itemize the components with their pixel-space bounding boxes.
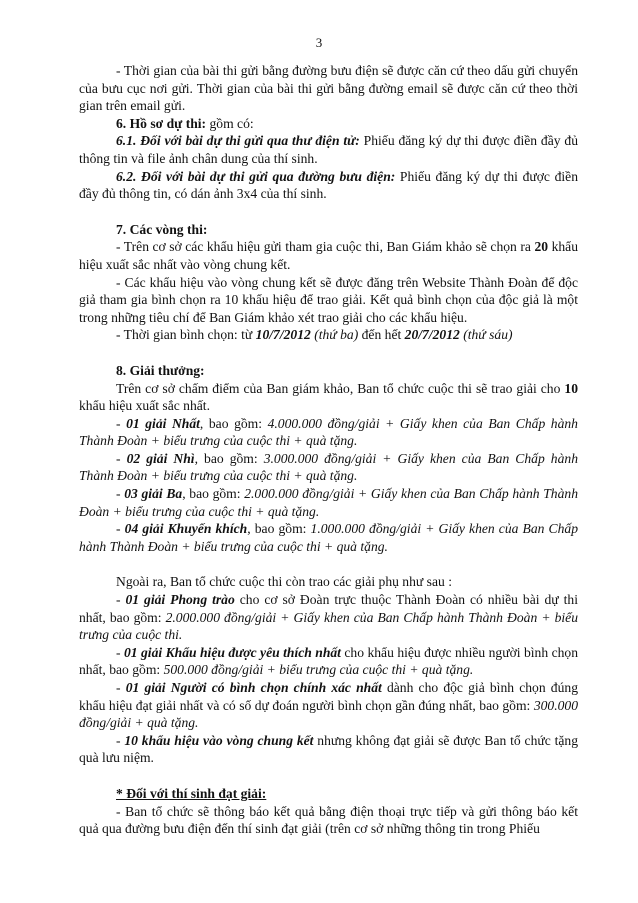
section-6-2-text: Phiếu đăng ký dự thi được điền đầy đủ thông tin, có dán ảnh 3x4 của thí sinh.: [79, 168, 579, 202]
extra-prizes-intro: Ngoài ra, Ban tổ chức cuộc thi còn trao các giải phụ như sau :: [116, 574, 452, 590]
section-6-heading: [79, 115, 578, 133]
prize-item: - 04 giải Khuyến khích, bao gồm: 1.000.000 đồng/giải + Giấy khen của Ban Chấp hành Thành Đoàn + biểu trưng của cuộc thi + quà tặng.: [79, 521, 579, 554]
extra-prize-name: 10 khẩu hiệu vào vòng chung kết: [124, 732, 314, 748]
section-8-intro-count: 10: [564, 380, 578, 396]
prize-detail: 3.000.000 đồng/giải + Giấy khen của Ban Chấp hành Thành Đoàn + biểu trưng của cuộc thi + quà tặng.: [79, 450, 578, 484]
prize-item: - 02 giải Nhì, bao gồm: 3.000.000 đồng/giải + Giấy khen của Ban Chấp hành Thành Đoàn + biểu trưng của cuộc thi + quà tặng.: [79, 450, 578, 484]
prize-item: - 01 giải Nhất, bao gồm: 4.000.000 đồng/giải + Giấy khen của Ban Chấp hành Thành Đoàn + biểu trưng của cuộc thi + quà tặng.: [79, 415, 578, 449]
vote-start-day: (thứ ba): [310, 327, 359, 343]
prize-name: 01 giải Nhất: [126, 415, 200, 431]
prize-name: 03 giải Ba: [124, 486, 183, 502]
vote-time-label: - Thời gian bình chọn: từ: [116, 327, 256, 343]
section-7-p1-text: - Trên cơ sở các khẩu hiệu gửi tham gia cuộc thi, Ban Giám khảo sẽ chọn ra: [116, 239, 535, 255]
extra-prize-detail: 500.000 đồng/giải + biểu trưng của cuộc thi + quà tặng.: [163, 662, 474, 678]
section-7-paragraph-1: [79, 238, 578, 273]
extra-prize-name: 01 giải Phong trào: [125, 592, 235, 608]
section-8-title: 8. Giải thưởng:: [116, 362, 205, 378]
vote-end-date: 20/7/2012: [404, 327, 460, 343]
section-7-paragraph-3: [79, 326, 578, 344]
winners-paragraph: - Ban tổ chức sẽ thông báo kết quả bằng điện thoại trực tiếp và gửi thông báo kết quả qua đường bưu điện đến thí sinh đạt giải (trên cơ sở những thông tin trong Phiếu: [79, 803, 578, 837]
vote-until-text: đến hết: [358, 327, 405, 343]
paragraph-submission-time: - Thời gian của bài thi gửi bằng đường bưu điện sẽ được căn cứ theo dấu gửi chuyển của bưu cục nơi gửi. Thời gian của bài thi gửi bằng đường email sẽ được căn cứ theo thời gian trên email gửi.: [79, 63, 578, 114]
section-7-title: 7. Các vòng thi:: [116, 221, 208, 237]
extra-prize-item: - 10 khẩu hiệu vào vòng chung kết nhưng không đạt giải sẽ được Ban tổ chức tặng quà lưu niệm.: [79, 732, 578, 766]
extra-prize-name: 01 giải Người có bình chọn chính xác nhất: [125, 680, 382, 695]
section-8-intro: [79, 380, 578, 415]
page-number: 3: [315, 35, 323, 50]
prize-detail: 2.000.000 đồng/giải + Giấy khen của Ban Chấp hành Thành Đoàn + biểu trưng của cuộc thi + quà tặng.: [79, 486, 578, 519]
extra-prize-item: - 01 giải Khẩu hiệu được yêu thích nhất cho khẩu hiệu được nhiều người bình chọn nhất, bao gồm: 500.000 đồng/giải + biểu trưng của cuộc thi + quà tặng.: [79, 644, 578, 678]
page-content: [79, 62, 578, 838]
vote-start-date: 10/7/2012: [255, 327, 311, 343]
extra-prize-detail: 2.000.000 đồng/giải + Giấy khen của Ban Chấp hành Thành Đoàn + biểu trưng của cuộc thi.: [79, 609, 578, 643]
prize-name: 04 giải Khuyến khích: [124, 521, 248, 537]
extra-prize-item: - 01 giải Phong trào cho cơ sở Đoàn trực thuộc Thành Đoàn có nhiều bài dự thi nhất, bao gồm: 2.000.000 đồng/giải + Giấy khen của Ban Chấp hành Thành Đoàn + biểu trưng của cuộc thi.: [79, 592, 578, 643]
prize-item: - 03 giải Ba, bao gồm: 2.000.000 đồng/giải + Giấy khen của Ban Chấp hành Thành Đoàn + biểu trưng của cuộc thi + quà tặng.: [79, 486, 578, 519]
section-8-intro-tail: khẩu hiệu xuất sắc nhất.: [79, 398, 210, 414]
winners-title: * Đối với thí sinh đạt giải:: [116, 785, 267, 801]
vote-end-day: (thứ sáu): [459, 327, 513, 343]
prize-detail: 4.000.000 đồng/giải + Giấy khen của Ban Chấp hành Thành Đoàn + biểu trưng của cuộc thi + quà tặng.: [79, 415, 578, 449]
section-7-p1-count: 20: [534, 239, 549, 255]
extra-prize-name: 01 giải Khẩu hiệu được yêu thích nhất: [123, 644, 341, 660]
extra-prize-detail: 300.000 đồng/giải + quà tặng.: [79, 697, 578, 731]
section-6-1-text: Phiếu đăng ký dự thi được điền đầy đủ thông tin và file ảnh chân dung của thí sinh.: [79, 133, 578, 166]
section-8-heading: [79, 362, 578, 380]
winners-heading: [79, 785, 578, 803]
section-8-intro-text: Trên cơ sở chấm điểm của Ban giám khảo, Ban tổ chức cuộc thi sẽ trao giải cho: [116, 380, 565, 396]
section-6-1-label: 6.1. Đối với bài dự thi gửi qua thư điện tử:: [116, 133, 360, 149]
section-7-paragraph-2: - Các khẩu hiệu vào vòng chung kết sẽ được đăng trên Website Thành Đoàn để độc giả tham gia bình chọn ra 10 khẩu hiệu để trao giải. Kết quả bình chọn của độc giả là một trong những tiêu chí để Ban Giám khảo xét trao giải cho các khẩu hiệu.: [79, 274, 578, 325]
prize-name: 02 giải Nhì: [126, 450, 195, 466]
section-6-text: gồm có:: [206, 115, 254, 131]
prize-detail: 1.000.000 đồng/giải + Giấy khen của Ban Chấp hành Thành Đoàn + biểu trưng của cuộc thi + quà tặng.: [79, 521, 579, 554]
extra-prize-item: - 01 giải Người có bình chọn chính xác nhất dành cho độc giả bình chọn đúng khẩu hiệu đạt giải nhất và có số dự đoán người bình chọn gần đúng nhất, bao gồm: 300.000 đồng/giải + quà tặng.: [79, 680, 578, 731]
section-6-2-label: 6.2. Đối với bài dự thi gửi qua đường bưu điện:: [116, 168, 396, 184]
section-6-1: [79, 132, 578, 167]
section-7-heading: [79, 221, 578, 239]
section-7-p1-tail: khẩu hiệu xuất sắc nhất vào vòng chung kết.: [79, 239, 578, 272]
section-6-2: [79, 168, 578, 203]
section-6-title: 6. Hồ sơ dự thi:: [116, 115, 207, 131]
